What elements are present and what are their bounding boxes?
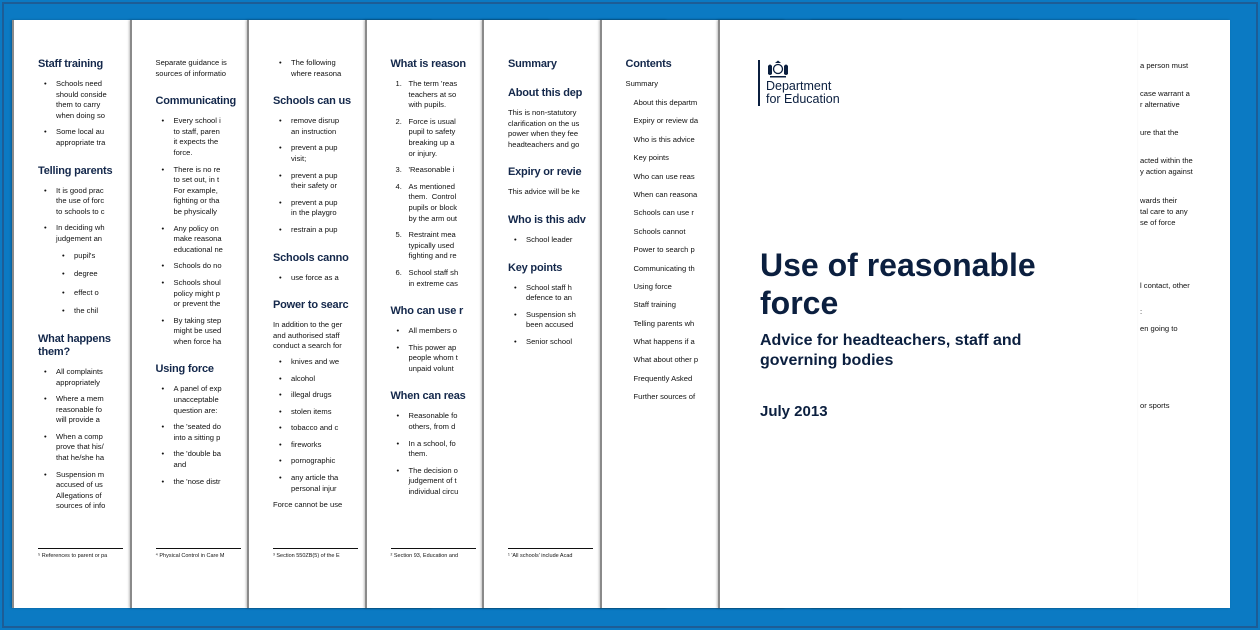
- royal-crest-icon: [766, 60, 790, 78]
- bullet-item: • In a school, fo them.: [409, 439, 775, 460]
- document-subtitle: Advice for headteachers, staff and governing bodies: [760, 332, 1022, 369]
- numbered-item: 4. As mentioned them. Control pupils or block by the arm out: [409, 182, 775, 224]
- toc-entry[interactable]: Frequently Asked: [633, 373, 693, 383]
- bullet-item: • remove disrup an instruction: [291, 116, 657, 137]
- numbered-item: 1. The term 'reas teachers at so with pupils.: [409, 79, 775, 111]
- bullet-item: • the 'nose distr: [174, 477, 540, 488]
- section-heading: Who is this adv: [508, 213, 586, 226]
- footnote: ³ Section 550ZB(5) of the E: [273, 548, 358, 559]
- toc-entry[interactable]: Key points: [633, 153, 669, 163]
- bullet-item: • prevent a pup visit;: [291, 143, 657, 164]
- footnote: ² Section 93, Education and: [391, 548, 476, 559]
- bullet-item: • In deciding wh judgement an: [56, 223, 422, 244]
- toc-entry[interactable]: Using force: [633, 281, 672, 291]
- bullet-item: • illegal drugs: [291, 390, 657, 401]
- toc-entry[interactable]: Who can use reas: [633, 171, 695, 181]
- back-page-line: en going to: [1140, 324, 1178, 333]
- paragraph: Force cannot be use: [273, 500, 343, 510]
- bullet-item: • Where a mem reasonable fo will provide a: [56, 394, 422, 426]
- section-heading: Telling parents: [38, 164, 113, 177]
- bullet-item: • Any policy on make reasona educational ne: [174, 224, 540, 256]
- section-heading: Communicating: [155, 95, 237, 108]
- bullet-item: • restrain a pup: [291, 225, 657, 236]
- bullet-item: • School staff h defence to an: [526, 283, 892, 304]
- sub-bullet-item: • degree: [74, 269, 422, 280]
- document-title: Use of reasonable force: [760, 247, 1036, 321]
- bullet-item: • It is good prac the use of forc to schools to c: [56, 186, 422, 218]
- dfe-logo: [758, 60, 840, 106]
- toc-entry[interactable]: Staff training: [633, 300, 676, 310]
- section-heading: Key points: [508, 261, 563, 274]
- bullet-item: • All members o: [409, 326, 775, 337]
- paragraph: In addition to the ger and authorised staff conduct a search for: [273, 320, 343, 351]
- bullet-item: • prevent a pup their safety or: [291, 171, 657, 192]
- paragraph: This advice will be ke: [508, 187, 580, 197]
- bullet-item: • pornographic: [291, 456, 657, 467]
- logo-text: Department for Education: [766, 79, 840, 106]
- bullet-item: • Suspension m accused of us Allegations of sources of info: [56, 470, 422, 512]
- back-page-line: l contact, other: [1140, 281, 1190, 290]
- sub-bullet-item: • the chil: [74, 306, 422, 317]
- paragraph: Separate guidance is sources of informatio: [155, 58, 227, 78]
- back-page-line: case warrant a r alternative: [1140, 89, 1190, 109]
- numbered-item: 5. Restraint mea typically used fighting and re: [409, 230, 775, 262]
- back-page-line: or sports: [1140, 401, 1170, 410]
- bullet-item: • alcohol: [291, 374, 657, 385]
- toc-heading[interactable]: Summary: [625, 79, 658, 88]
- section-heading: Contents: [625, 58, 672, 70]
- bullet-item: • The following where reasona: [291, 58, 657, 79]
- footnote: ⁵ References to parent or pa: [38, 548, 123, 559]
- paragraph: This is non-statutory clarification on the us power when they fee headteachers and go: [508, 108, 580, 149]
- section-heading: Power to searc: [273, 299, 349, 312]
- section-heading: Summary: [508, 58, 557, 70]
- back-page-line: acted within the y action against: [1140, 156, 1193, 176]
- bullet-item: • By taking step might be used when force ha: [174, 316, 540, 348]
- bullet-item: • This power ap people whom t unpaid volunt: [409, 343, 775, 375]
- footnote: ¹ 'All schools' include Acad: [508, 548, 593, 559]
- sub-bullet-item: • effect o: [74, 288, 422, 299]
- sub-bullet-item: • pupil's: [74, 251, 422, 262]
- toc-entry[interactable]: When can reasona: [633, 189, 698, 199]
- bullet-item: • All complaints appropriately: [56, 367, 422, 388]
- bullet-item: • the 'double ba and: [174, 449, 540, 470]
- numbered-item: 2. Force is usual pupil to safety breaking up a or injury.: [409, 117, 775, 159]
- bullet-item: • Some local au appropriate tra: [56, 127, 422, 148]
- bullet-item: • Every school i to staff, paren it expects the force.: [174, 116, 540, 158]
- bullet-item: • fireworks: [291, 440, 657, 451]
- section-heading: Staff training: [38, 58, 104, 70]
- toc-entry[interactable]: Who is this advice: [633, 134, 695, 144]
- toc-entry[interactable]: Telling parents wh: [633, 318, 695, 328]
- back-page-line: wards their tal care to any se of force: [1140, 196, 1188, 227]
- bullet-item: • A panel of exp unacceptable question are:: [174, 384, 540, 416]
- bullet-item: • Schools do no: [174, 261, 540, 272]
- bullet-item: • Reasonable fo others, from d: [409, 411, 775, 432]
- cover-page: [718, 20, 1137, 608]
- bullet-item: • Suspension sh been accused: [526, 310, 892, 331]
- section-heading: About this dep: [508, 87, 583, 99]
- toc-entry[interactable]: What about other p: [633, 355, 699, 365]
- toc-entry[interactable]: Schools can use r: [633, 208, 694, 218]
- bullet-item: • The decision o judgement of t individual circu: [409, 466, 775, 498]
- bullet-item: • Senior school: [526, 337, 892, 348]
- section-heading: What happens them?: [38, 332, 111, 358]
- bullet-item: • School leader: [526, 235, 892, 246]
- bullet-item: • use force as a: [291, 273, 657, 284]
- back-page-line: :: [1140, 307, 1143, 316]
- toc-entry[interactable]: Further sources of: [633, 392, 696, 402]
- section-heading: Who can use r: [390, 305, 464, 318]
- bullet-item: • tobacco and c: [291, 423, 657, 434]
- section-heading: What is reason: [390, 58, 466, 70]
- toc-entry[interactable]: Communicating th: [633, 263, 695, 273]
- section-heading: When can reas: [390, 390, 466, 403]
- bullet-item: • knives and we: [291, 357, 657, 368]
- section-heading: Schools can us: [273, 95, 351, 108]
- bullet-item: • Schools shoul policy might p or prevent the: [174, 278, 540, 310]
- toc-entry[interactable]: Schools cannot: [633, 226, 686, 236]
- footnote: ⁴ Physical Control in Care M: [156, 548, 241, 559]
- bullet-item: • the 'seated do into a sitting p: [174, 422, 540, 443]
- bullet-item: • There is no re to set out, in t For example, fighting or tha be physically: [174, 165, 540, 218]
- bullet-item: • When a comp prove that his/ that he/she ha: [56, 432, 422, 464]
- bullet-item: • prevent a pup in the playgro: [291, 198, 657, 219]
- numbered-item: 6. School staff sh in extreme cas: [409, 268, 775, 289]
- toc-entry[interactable]: Power to search p: [633, 245, 695, 255]
- bullet-item: • stolen items: [291, 407, 657, 418]
- back-page-line: ure that the: [1140, 128, 1179, 137]
- toc-entry[interactable]: What happens if a: [633, 337, 695, 347]
- toc-entry[interactable]: Expiry or review da: [633, 116, 699, 126]
- section-heading: Schools canno: [273, 251, 349, 264]
- section-heading: Expiry or revie: [508, 166, 582, 179]
- numbered-item: 3. 'Reasonable i: [409, 165, 775, 176]
- section-heading: Using force: [155, 363, 214, 376]
- toc-entry[interactable]: About this departm: [633, 98, 698, 107]
- document-date: July 2013: [760, 403, 828, 420]
- bullet-item: • any article tha personal injur: [291, 473, 657, 494]
- bullet-item: • Schools need should conside them to carry when doing so: [56, 79, 422, 121]
- back-page-line: a person must: [1140, 61, 1189, 70]
